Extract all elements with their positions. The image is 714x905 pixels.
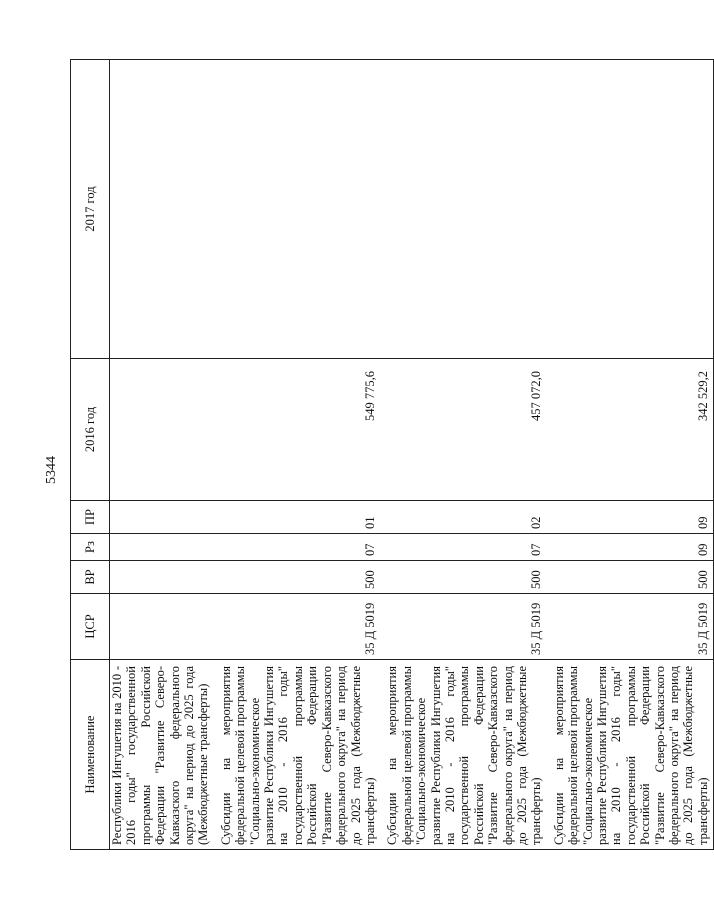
- cell-csr: 35 Д 5019: [547, 594, 714, 660]
- cell-rz: 07: [214, 534, 380, 561]
- header-pr: ПР: [71, 501, 110, 534]
- table-row: [110, 60, 214, 850]
- header-2016: 2016 год: [71, 359, 110, 501]
- cell-pr: [110, 501, 214, 534]
- cell-2017: [547, 60, 714, 359]
- cell-2016: 342 529,2: [547, 359, 714, 501]
- header-vr: ВР: [71, 561, 110, 594]
- cell-pr: 09: [547, 501, 714, 534]
- header-2017: 2017 год: [71, 60, 110, 359]
- cell-csr: 35 Д 5019: [214, 594, 380, 660]
- header-rz: Рз: [71, 534, 110, 561]
- cell-2017: [110, 60, 214, 359]
- cell-vr: 500: [380, 561, 546, 594]
- cell-name: Республики Ингушетия на 2010 - 2016 годы" государственной программы Российской Федерации "Развитие Северо-Кавказского федерального округа" на период до 2025 года (Межбюджетные трансферты): [110, 660, 214, 850]
- cell-pr: 01: [214, 501, 380, 534]
- cell-vr: 500: [547, 561, 714, 594]
- table-row: [380, 60, 546, 850]
- cell-name: Субсидии на мероприятия федеральной целевой программы "Социально-экономическое развитие Республики Ингушетия на 2010 - 2016 годы" государственной программы Российской Федерации "Развитие Северо-Кавказского федерального округа" на период до 2025 года (Межбюджетные трансферты): [547, 660, 714, 850]
- cell-2017: [380, 60, 546, 359]
- cell-2016: [110, 359, 214, 501]
- cell-csr: [110, 594, 214, 660]
- cell-name: Субсидии на мероприятия федеральной целевой программы "Социально-экономическое развитие Республики Ингушетия на 2010 - 2016 годы" государственной программы Российской Федерации "Развитие Северо-Кавказского федерального округа" на период до 2025 года (Межбюджетные трансферты): [380, 660, 546, 850]
- cell-vr: 500: [214, 561, 380, 594]
- cell-rz: 09: [547, 534, 714, 561]
- table-row: [214, 60, 380, 850]
- header-csr: ЦСР: [71, 594, 110, 660]
- header-name: Наименование: [71, 660, 110, 850]
- page-number: 5344: [44, 456, 59, 484]
- cell-csr: 35 Д 5019: [380, 594, 546, 660]
- cell-rz: [110, 534, 214, 561]
- cell-rz: 07: [380, 534, 546, 561]
- cell-2016: 549 775,6: [214, 359, 380, 501]
- cell-vr: [110, 561, 214, 594]
- budget-table: [70, 59, 714, 850]
- cell-name: Субсидии на мероприятия федеральной целевой программы "Социально-экономическое развитие Республики Ингушетия на 2010 - 2016 годы" государственной программы Российской Федерации "Развитие Северо-Кавказского федерального округа" на период до 2025 года (Межбюджетные трансферты): [214, 660, 380, 850]
- table-header-row: [71, 60, 110, 850]
- rotated-table-container: [70, 60, 710, 850]
- table-row: [547, 60, 714, 850]
- cell-pr: 02: [380, 501, 546, 534]
- cell-2016: 457 072,0: [380, 359, 546, 501]
- cell-2017: [214, 60, 380, 359]
